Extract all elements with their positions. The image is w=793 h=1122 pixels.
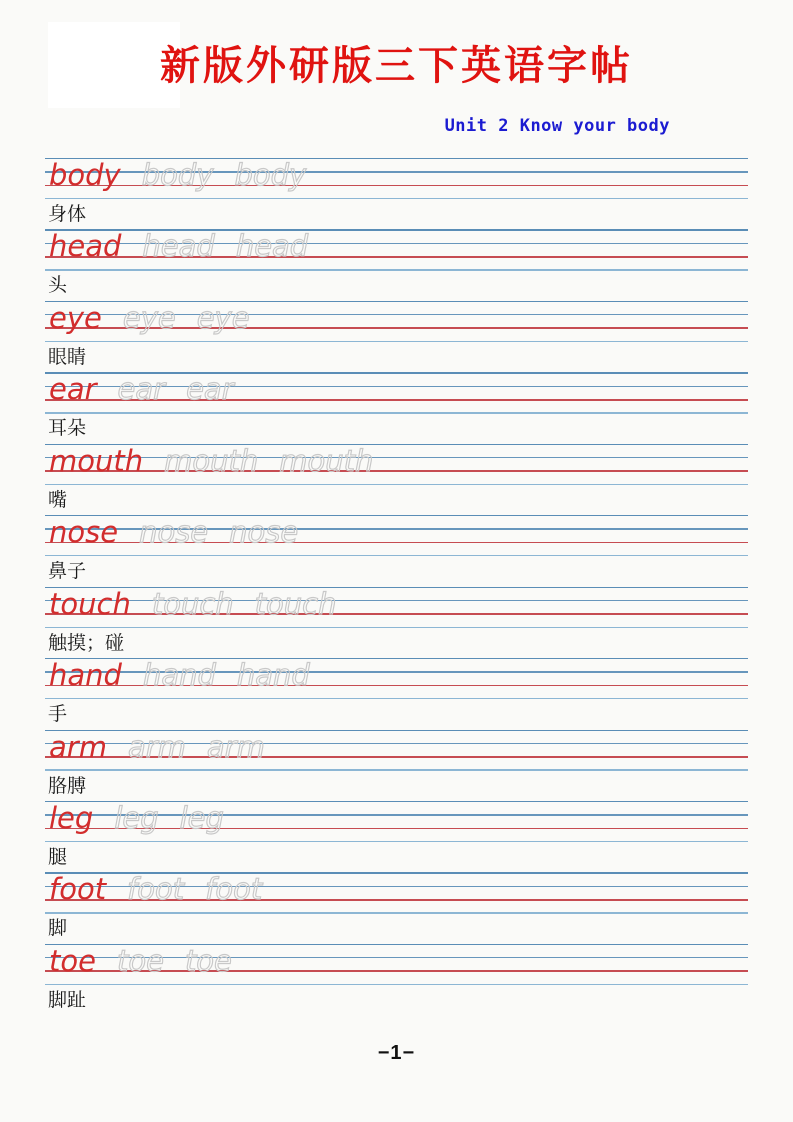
word-row	[45, 730, 748, 801]
practice-word: toe	[49, 943, 96, 978]
rule-line-bottom	[45, 984, 748, 985]
word-meaning: 脚	[48, 917, 68, 940]
ruled-staff	[45, 229, 748, 270]
word-meaning: 鼻子	[48, 560, 87, 583]
trace-word: head	[142, 229, 215, 264]
rule-line-bottom	[45, 555, 748, 556]
word-meaning: 触摸；碰	[48, 631, 125, 654]
page-title: 新版外研版三下英语字帖	[160, 42, 633, 89]
trace-word: hand	[142, 658, 216, 693]
trace-word: ear	[117, 372, 166, 407]
trace-word: touch	[151, 586, 234, 621]
ruled-staff	[45, 658, 748, 699]
trace-word: leg	[179, 800, 224, 835]
word-row	[45, 515, 748, 586]
ruled-staff	[45, 372, 748, 413]
practice-words	[49, 443, 373, 479]
page-number: −1−	[377, 1042, 416, 1064]
trace-word: mouth	[164, 443, 259, 478]
rule-line-bottom	[45, 412, 748, 413]
trace-word: head	[235, 229, 309, 264]
trace-word: body	[234, 158, 307, 192]
trace-word: foot	[127, 872, 185, 907]
practice-word: foot	[49, 872, 107, 907]
word-meaning: 脚趾	[48, 988, 87, 1011]
practice-word: nose	[49, 515, 119, 550]
practice-word: eye	[49, 300, 102, 335]
word-meaning: 眼睛	[48, 345, 87, 368]
word-row	[45, 444, 748, 515]
word-meaning: 身体	[48, 203, 87, 225]
ruled-staff	[45, 158, 748, 199]
word-meaning: 胳膊	[48, 774, 87, 797]
word-row	[45, 301, 748, 372]
unit-subtitle: Unit 2 Know your body	[444, 116, 670, 136]
ruled-staff	[45, 801, 748, 842]
practice-word: arm	[49, 729, 107, 764]
practice-words	[49, 228, 308, 264]
trace-word: eye	[122, 300, 176, 335]
ruled-staff	[45, 872, 748, 913]
ruled-staff	[45, 944, 748, 985]
trace-word: nose	[139, 515, 209, 550]
word-meaning: 手	[48, 703, 68, 726]
rule-line-bottom	[45, 341, 748, 342]
ruled-staff	[45, 515, 748, 556]
practice-words	[49, 157, 306, 193]
ruled-staff	[45, 301, 748, 342]
word-row	[45, 801, 748, 872]
practice-word: head	[49, 229, 122, 264]
word-row	[45, 658, 748, 729]
trace-word: arm	[206, 729, 265, 764]
word-meaning: 嘴	[48, 488, 68, 511]
word-meaning: 头	[48, 274, 68, 297]
rule-line-bottom	[45, 841, 748, 842]
practice-words	[49, 943, 232, 979]
practice-word: hand	[49, 658, 122, 693]
practice-words	[49, 729, 265, 765]
trace-word: toe	[116, 943, 164, 978]
rule-line-bottom	[45, 912, 748, 913]
trace-word: toe	[184, 943, 232, 978]
trace-word: nose	[229, 515, 299, 550]
word-row	[45, 158, 748, 229]
practice-words	[49, 300, 250, 336]
rule-line-bottom	[45, 269, 748, 270]
trace-word: eye	[196, 300, 250, 335]
ruled-staff	[45, 444, 748, 485]
trace-word: leg	[114, 800, 159, 835]
rule-line-bottom	[45, 627, 748, 628]
rule-line-bottom	[45, 698, 748, 699]
trace-word: mouth	[279, 443, 374, 478]
word-row	[45, 229, 748, 300]
trace-word: touch	[254, 586, 337, 621]
practice-word: touch	[49, 586, 131, 621]
practice-words	[49, 514, 298, 550]
practice-words	[49, 371, 234, 407]
word-row	[45, 587, 748, 658]
rule-line-bottom	[45, 484, 748, 485]
trace-word: hand	[236, 658, 310, 693]
word-row	[45, 372, 748, 443]
word-row	[45, 872, 748, 943]
practice-words	[49, 586, 336, 622]
rule-line-bottom	[45, 769, 748, 770]
practice-words	[49, 657, 310, 693]
trace-word: arm	[127, 729, 186, 764]
word-meaning: 耳朵	[48, 417, 87, 440]
practice-words	[49, 800, 224, 836]
ruled-staff	[45, 587, 748, 628]
word-row	[45, 944, 748, 1015]
practice-word: body	[49, 158, 121, 192]
ruled-staff	[45, 730, 748, 771]
trace-word: body	[141, 158, 214, 192]
practice-word: leg	[49, 800, 94, 835]
trace-word: foot	[205, 872, 263, 907]
practice-words	[49, 871, 262, 907]
practice-word: mouth	[49, 443, 144, 478]
word-rows	[45, 158, 748, 1015]
word-meaning: 腿	[48, 845, 68, 868]
rule-line-bottom	[45, 198, 748, 199]
trace-word: ear	[186, 372, 234, 407]
practice-word: ear	[49, 372, 97, 407]
